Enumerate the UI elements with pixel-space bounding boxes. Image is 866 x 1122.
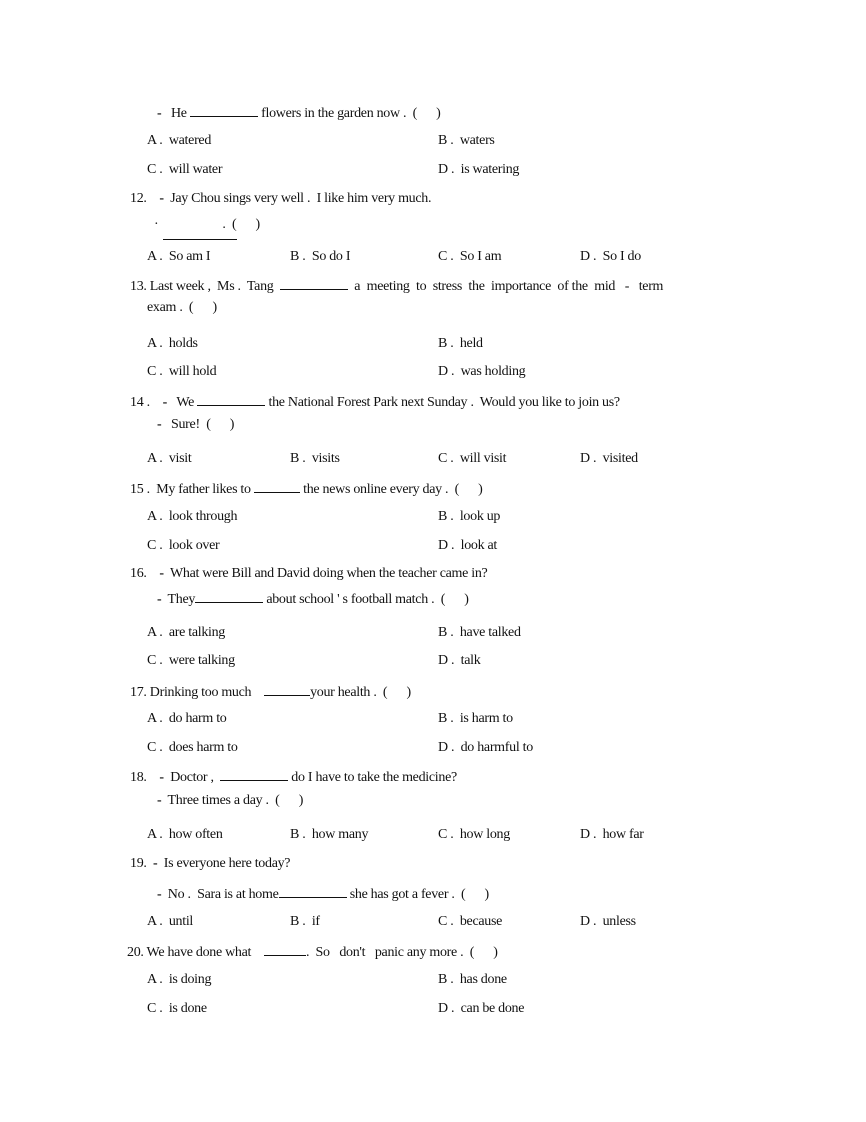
option-c: C . So I am xyxy=(438,249,502,264)
question-number: 19. xyxy=(130,856,147,871)
question-18-line2 xyxy=(157,792,303,810)
option-b: B . has done xyxy=(438,972,507,987)
option-b: B . have talked xyxy=(438,625,521,640)
option-c: C . will visit xyxy=(438,451,507,466)
text: They xyxy=(167,592,196,607)
question-19-stem xyxy=(130,855,290,873)
option-a: A . watered xyxy=(147,133,212,148)
option-a: A . So am I xyxy=(147,249,211,264)
option-d: D . look at xyxy=(438,538,498,553)
option-c: C . look over xyxy=(147,538,220,553)
option-a: A . until xyxy=(147,914,194,929)
option-b: B . look up xyxy=(438,509,501,524)
question-number: 14 . xyxy=(130,395,150,410)
text: · xyxy=(154,217,159,232)
text: about school ' s football match . ( ) xyxy=(266,592,469,607)
option-b: B . is harm to xyxy=(438,711,513,726)
question-14-stem xyxy=(130,392,620,412)
text: the National Forest Park next Sunday . Would you like to join us? xyxy=(268,395,620,410)
text: your health . ( ) xyxy=(310,685,411,700)
option-a: A . are talking xyxy=(147,625,226,640)
option-b: B . So do I xyxy=(290,249,351,264)
option-a: A . holds xyxy=(147,336,198,351)
text: . So don't panic any more . ( ) xyxy=(305,945,498,960)
answer-blank xyxy=(195,589,263,603)
answer-blank xyxy=(190,103,258,117)
text: she has got a fever . ( ) xyxy=(349,887,489,902)
text: What were Bill and David doing when the teacher came in? xyxy=(169,566,488,581)
dash: - xyxy=(157,417,162,432)
text: We xyxy=(176,395,195,410)
dash: - xyxy=(157,592,162,607)
question-15-stem xyxy=(130,479,483,499)
option-d: D . talk xyxy=(438,653,481,668)
dash: - xyxy=(157,106,162,121)
answer-blank xyxy=(264,682,310,696)
option-a: A . visit xyxy=(147,451,192,466)
option-d: D . can be done xyxy=(438,1001,525,1016)
option-c: C . will water xyxy=(147,162,223,177)
question-number: 18. xyxy=(130,770,147,785)
question-13-stem xyxy=(130,276,663,296)
text: 17. Drinking too much xyxy=(130,685,252,700)
question-16-stem xyxy=(130,565,487,583)
answer-blank xyxy=(264,942,306,956)
text: Sure! ( ) xyxy=(170,417,235,432)
option-d: D . do harmful to xyxy=(438,740,533,755)
option-a: A . how often xyxy=(147,827,223,842)
answer-blank xyxy=(254,479,300,493)
dash: - xyxy=(162,395,167,410)
answer-blank xyxy=(220,767,288,781)
question-12-stem xyxy=(130,190,431,208)
text: Three times a day . ( ) xyxy=(167,793,304,808)
text: Jay Chou sings very well . I like him very much. xyxy=(170,191,432,206)
dash: - xyxy=(159,566,164,581)
option-c: C . how long xyxy=(438,827,510,842)
text: the news online every day . ( ) xyxy=(303,482,483,497)
question-18-stem xyxy=(130,767,457,787)
option-a: A . look through xyxy=(147,509,238,524)
option-d: D . So I do xyxy=(580,249,641,264)
option-d: D . how far xyxy=(580,827,644,842)
option-b: B . visits xyxy=(290,451,340,466)
answer-blank xyxy=(163,226,237,240)
text: a meeting to stress the importance of the mid - term xyxy=(354,279,664,294)
text: 15 . My father likes to xyxy=(130,482,251,497)
answer-blank xyxy=(279,884,347,898)
question-19-line2 xyxy=(157,884,489,904)
option-b: B . how many xyxy=(290,827,369,842)
option-a: A . is doing xyxy=(147,972,212,987)
option-d: D . unless xyxy=(580,914,636,929)
option-b: B . if xyxy=(290,914,320,929)
option-c: C . is done xyxy=(147,1001,207,1016)
option-a: A . do harm to xyxy=(147,711,227,726)
option-d: D . was holding xyxy=(438,364,526,379)
text: 20. We have done what xyxy=(127,945,252,960)
dash: - xyxy=(157,887,162,902)
dash: - xyxy=(157,793,162,808)
question-14-line2 xyxy=(157,416,234,434)
text: . ( ) xyxy=(222,217,260,232)
question-11-stem xyxy=(157,103,441,123)
text: flowers in the garden now . ( ) xyxy=(261,106,441,121)
answer-blank xyxy=(280,276,348,290)
option-c: C . does harm to xyxy=(147,740,238,755)
text: Is everyone here today? xyxy=(163,856,291,871)
question-13-line2: exam . ( ) xyxy=(147,300,217,315)
question-20-stem xyxy=(127,942,498,962)
dash: - xyxy=(153,856,158,871)
text: No . Sara is at home xyxy=(167,887,279,902)
text: Doctor , xyxy=(170,770,214,785)
answer-blank xyxy=(197,392,265,406)
option-b: B . held xyxy=(438,336,483,351)
option-b: B . waters xyxy=(438,133,495,148)
dash: - xyxy=(159,770,164,785)
option-c: C . will hold xyxy=(147,364,217,379)
option-d: D . is watering xyxy=(438,162,520,177)
question-number: 12. xyxy=(130,191,147,206)
question-number: 16. xyxy=(130,566,147,581)
question-17-stem xyxy=(130,682,411,702)
option-c: C . because xyxy=(438,914,503,929)
option-d: D . visited xyxy=(580,451,638,466)
dash: - xyxy=(159,191,164,206)
text: do I have to take the medicine? xyxy=(291,770,457,785)
question-16-line2 xyxy=(157,589,469,609)
text: He xyxy=(170,106,187,121)
text: 13. Last week , Ms . Tang xyxy=(130,279,274,294)
option-c: C . were talking xyxy=(147,653,235,668)
